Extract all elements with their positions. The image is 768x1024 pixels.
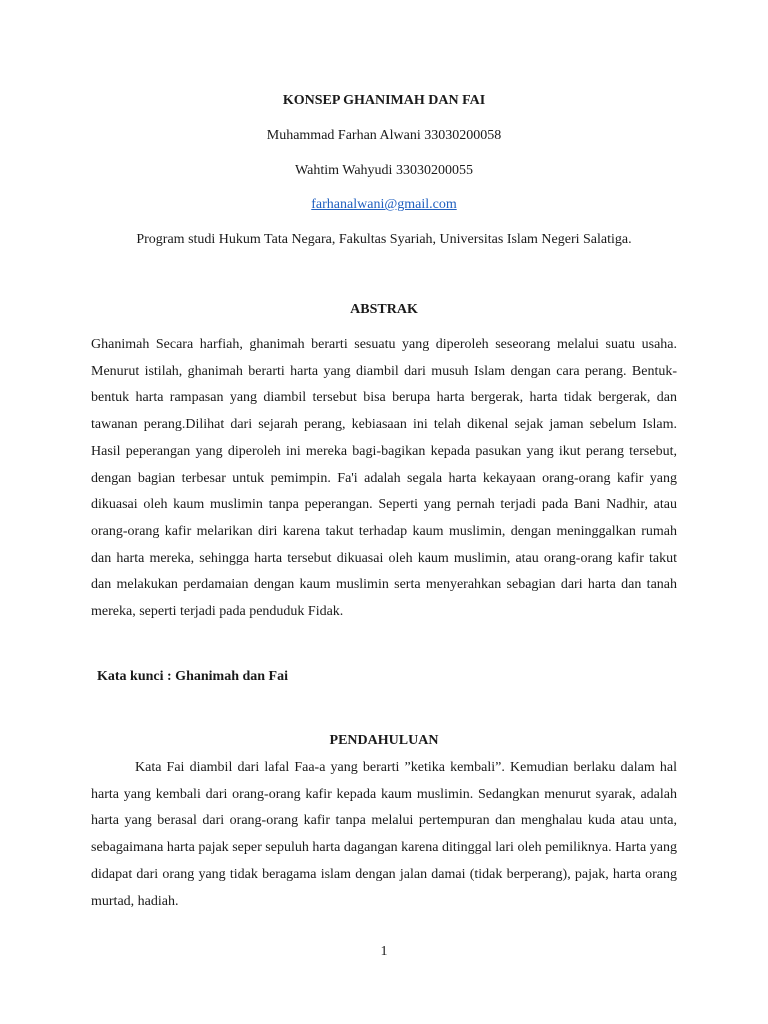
keywords: Kata kunci : Ghanimah dan Fai (97, 669, 288, 684)
page-number: 1 (380, 944, 388, 959)
abstract-heading: ABSTRAK (350, 302, 418, 317)
paper-title: KONSEP GHANIMAH DAN FAI (282, 93, 486, 108)
email-line (0, 196, 768, 214)
abstract-text: Ghanimah Secara harfiah, ghanimah berarti sesuatu yang diperoleh seseorang melalui suatu usaha. Menurut istilah, ghanimah berarti harta yang diambil dari musuh Islam dengan cara perang. Bentuk-bentuk harta rampasan yang diambil tersebut bisa berupa harta bergerak, harta tidak bergerak, dan tawanan perang.Dilihat dari sejarah perang, kebiasaan ini telah dikenal sejak jaman sebelum Islam. Hasil peperangan yang diperoleh ini mereka bagi-bagikan kepada pasukan yang ikut perang tersebut, dengan bagian terbesar untuk pemimpin. Fa'i adalah segala harta kekayaan orang-orang kafir yang dikuasai oleh kaum muslimin tanpa peperangan. Seperti yang pernah terjadi pada Bani Nadhir, atau orang-orang kafir melarikan diri karena takut terhadap kaum muslimin, dengan meninggalkan rumah dan harta mereka, sehingga harta tersebut dikuasai oleh kaum muslimin, atau orang-orang kafir takut dan melakukan perdamaian dengan kaum muslimin serta menyerahkan sebagian dari harta dan tanah mereka, seperti terjadi pada penduduk Fidak. (91, 337, 677, 620)
author-2: Wahtim Wahyudi 33030200055 (295, 163, 473, 178)
introduction-text: Kata Fai diambil dari lafal Faa-a yang berarti ”ketika kembali”. Kemudian berlaku dalam hal harta yang kembali dari orang-orang kafir kepada kaum muslimin. Sedangkan menurut syarak, adalah harta yang berasal dari orang-orang kafir tanpa melalui pertempuran dan menghalau kuda atau unta, sebagaimana harta pajak seper sepuluh harta dagangan karena ditinggal lari oleh pemiliknya. Harta yang didapat dari orang yang tidak beragama islam dengan jalan damai (tidak berperang), pajak, harta orang murtad, hadiah. (91, 760, 677, 909)
introduction-heading: PENDAHULUAN (329, 733, 439, 748)
email-link[interactable]: farhanalwani@gmail.com (311, 197, 457, 212)
author-1: Muhammad Farhan Alwani 33030200058 (266, 128, 502, 143)
affiliation: Program studi Hukum Tata Negara, Fakultas Syariah, Universitas Islam Negeri Salatiga. (136, 232, 632, 247)
